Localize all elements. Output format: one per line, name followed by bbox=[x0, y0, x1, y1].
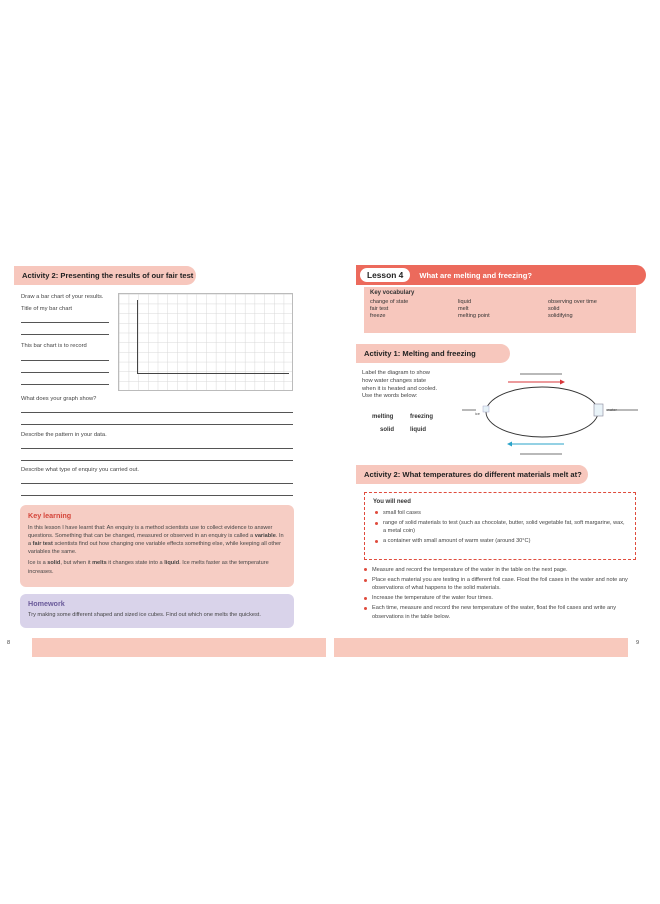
key-learning-box bbox=[20, 505, 294, 587]
graph-line-1[interactable] bbox=[21, 412, 293, 413]
homework-text: Try making some different shaped and sized ice cubes. Find out which one melts the quickest. bbox=[28, 612, 261, 618]
ice-cube-icon bbox=[483, 406, 489, 412]
pattern-question: Describe the pattern in your data. bbox=[21, 432, 107, 438]
activity1-instructions: Label the diagram to show how water changes state when it is heated and cooled. Use the words below: bbox=[362, 370, 438, 400]
vocab-word: melting point bbox=[458, 313, 490, 319]
key-vocabulary-box bbox=[364, 287, 636, 333]
title-line-2[interactable] bbox=[21, 334, 109, 335]
x-axis bbox=[137, 373, 289, 374]
vocab-word: observing over time bbox=[548, 299, 597, 305]
draw-prompt: Draw a bar chart of your results. bbox=[21, 294, 104, 300]
record-line-3[interactable] bbox=[21, 384, 109, 385]
activity1-title: Activity 1: Melting and freezing bbox=[356, 344, 510, 363]
list-item: Measure and record the temperature of the water in the table on the next page. bbox=[362, 566, 638, 574]
key-vocabulary-heading: Key vocabulary bbox=[370, 290, 415, 296]
title-line-1[interactable] bbox=[21, 322, 109, 323]
you-will-need-heading: You will need bbox=[373, 499, 411, 505]
pattern-line-1[interactable] bbox=[21, 448, 293, 449]
water-glass-icon bbox=[594, 404, 603, 416]
homework-box bbox=[20, 594, 294, 628]
record-line-1[interactable] bbox=[21, 360, 109, 361]
enquiry-line-1[interactable] bbox=[21, 483, 293, 484]
vocab-word: fair test bbox=[370, 306, 389, 312]
materials-list bbox=[373, 509, 627, 545]
word-bank bbox=[372, 411, 452, 437]
arrow-bottom-head bbox=[507, 442, 512, 447]
key-learning-p2: Ice is a solid, but when it melts it changes state into a liquid. Ice melts faster as the temperature increases. bbox=[28, 560, 269, 575]
record-label: This bar chart is to record bbox=[21, 343, 87, 349]
key-learning-heading: Key learning bbox=[28, 511, 72, 520]
ice-label: ice bbox=[474, 411, 480, 416]
vocab-word: melt bbox=[458, 306, 469, 312]
cycle-ellipse bbox=[486, 387, 598, 437]
list-item: Each time, measure and record the new temperature of the water, float the foil cases and write any observations in the table below. bbox=[362, 604, 638, 620]
vocab-word: solid bbox=[548, 306, 560, 312]
list-item: Increase the temperature of the water four times. bbox=[362, 594, 638, 602]
lesson-number-tag: Lesson 4 bbox=[359, 267, 411, 283]
state-change-diagram bbox=[462, 368, 642, 460]
word-freezing: freezing bbox=[410, 414, 434, 420]
graph-line-2[interactable] bbox=[21, 424, 293, 425]
title-label: Title of my bar chart bbox=[21, 306, 73, 312]
word-liquid: liquid bbox=[410, 427, 426, 433]
activity2-right-title: Activity 2: What temperatures do different materials melt at? bbox=[356, 465, 588, 484]
word-solid: solid bbox=[380, 427, 395, 433]
page-number-left: 8 bbox=[7, 640, 11, 646]
vocab-word: change of state bbox=[370, 299, 409, 305]
word-melting: melting bbox=[372, 414, 394, 420]
list-item: range of solid materials to test (such as chocolate, butter, solid vegetable fat, soft margarine, wax, a metal coin) bbox=[373, 519, 627, 535]
bar-chart-grid[interactable] bbox=[118, 293, 293, 391]
page-number-right: 9 bbox=[636, 640, 640, 646]
list-item: a container with small amount of warm water (around 30°C) bbox=[373, 537, 627, 545]
activity2-left-title: Activity 2: Presenting the results of our fair test bbox=[14, 266, 196, 285]
vocab-word: freeze bbox=[370, 313, 386, 319]
y-axis bbox=[137, 300, 138, 373]
right-footer-bar bbox=[334, 638, 628, 657]
vocab-word: liquid bbox=[458, 299, 472, 305]
vocab-word: solidifying bbox=[548, 313, 573, 319]
arrow-top-head bbox=[560, 380, 565, 385]
record-line-2[interactable] bbox=[21, 372, 109, 373]
left-footer-bar bbox=[32, 638, 326, 657]
vocab-grid bbox=[370, 299, 630, 319]
enquiry-line-2[interactable] bbox=[21, 495, 293, 496]
lesson-header bbox=[356, 265, 646, 285]
water-label: water bbox=[607, 407, 617, 412]
list-item: small foil cases bbox=[373, 509, 627, 517]
homework-heading: Homework bbox=[28, 599, 65, 608]
key-learning-p1: In this lesson I have learnt that: An enquiry is a method scientists use to collect evidence to answer questions. Something that can be changed, measured or observed in an enquiry is called a variable. In a fair test scientists find out how changing one variable effects something else, while keeping all other variables the same. bbox=[28, 525, 284, 556]
graph-show-question: What does your graph show? bbox=[21, 396, 97, 402]
method-steps bbox=[362, 566, 638, 623]
lesson-title: What are melting and freezing? bbox=[419, 270, 532, 280]
pattern-line-2[interactable] bbox=[21, 460, 293, 461]
list-item: Place each material you are testing in a different foil case. Float the foil cases in the water and note any observations of what happens to the solid materials. bbox=[362, 576, 638, 592]
enquiry-question: Describe what type of enquiry you carried out. bbox=[21, 467, 139, 473]
you-will-need-box bbox=[364, 492, 636, 560]
